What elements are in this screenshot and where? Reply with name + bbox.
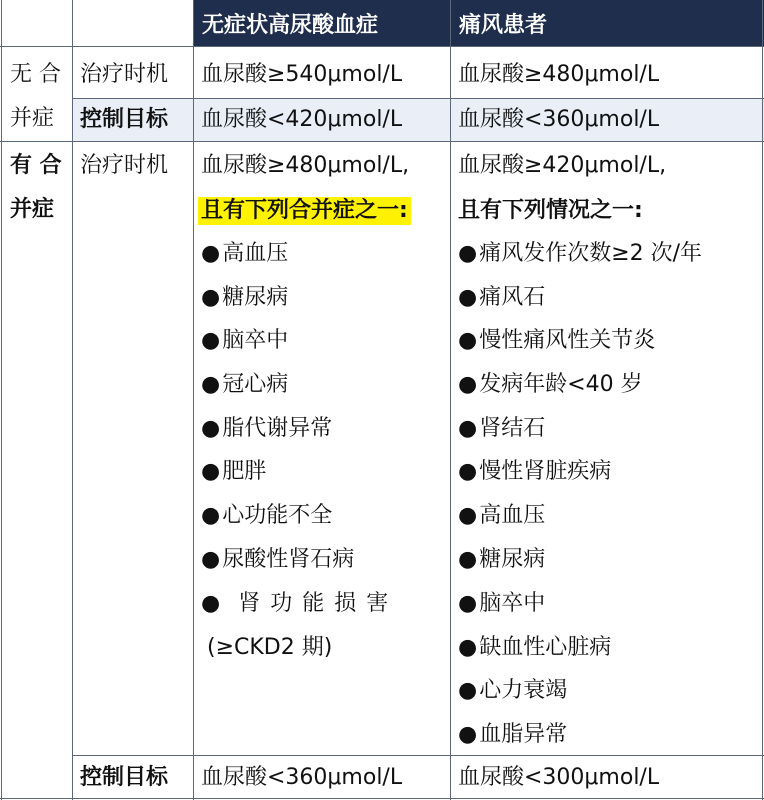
list-item: ●脑卒中 — [201, 328, 289, 353]
bullet-icon: ● — [458, 328, 478, 353]
list-item: ●痛风发作次数≥2 次/年 — [458, 241, 703, 266]
list-item: ●尿酸性肾石病 — [201, 547, 355, 572]
list-item: ●糖尿病 — [458, 547, 546, 572]
bullet-icon: ● — [458, 459, 478, 484]
grid-line — [72, 98, 764, 99]
list-item-continuation: (≥CKD2 期) — [207, 635, 333, 660]
list-item: ●脑卒中 — [458, 591, 546, 616]
bullet-icon: ● — [201, 547, 221, 572]
list-item: ●肾结石 — [458, 416, 546, 441]
header-asymptomatic-label: 无症状高尿酸血症 — [202, 12, 379, 38]
bullet-icon: ● — [201, 503, 221, 528]
header-corner-blank — [0, 0, 193, 46]
list-item: ●心功能不全 — [201, 503, 333, 528]
grid-line — [0, 141, 764, 142]
gout-treat-threshold: 血尿酸≥480μmol/L — [458, 62, 660, 87]
bullet-icon: ● — [458, 635, 478, 660]
asym-complication-threshold: 血尿酸≥480μmol/L, — [201, 153, 410, 178]
list-item: ●痛风石 — [458, 285, 546, 310]
grid-line — [72, 0, 73, 800]
highlighted-condition: 且有下列合并症之一: — [198, 197, 411, 225]
list-item: ●高血压 — [201, 241, 289, 266]
grid-line — [193, 0, 194, 800]
list-item: ●慢性肾脏疾病 — [458, 459, 612, 484]
bullet-icon: ● — [458, 547, 478, 572]
group-label-with-complication-2: 并症 — [10, 197, 55, 222]
bullet-icon: ● — [458, 503, 478, 528]
grid-line — [72, 755, 764, 756]
control-target-label: 控制目标 — [80, 107, 169, 132]
row-no-complication-target-bg — [72, 98, 764, 141]
bullet-icon: ● — [458, 285, 478, 310]
bullet-icon: ● — [201, 591, 221, 616]
group-label-with-complication-1: 有 合 — [10, 153, 62, 178]
bullet-icon: ● — [458, 416, 478, 441]
bullet-icon: ● — [458, 241, 478, 266]
asym-target-value: 血尿酸<420μmol/L — [201, 107, 403, 132]
gout-complication-threshold: 血尿酸≥420μmol/L, — [458, 153, 667, 178]
bullet-icon: ● — [201, 416, 221, 441]
asym-complication-condition — [198, 198, 411, 224]
asym-treat-threshold: 血尿酸≥540μmol/L — [201, 62, 403, 87]
treat-timing-label: 治疗时机 — [80, 62, 169, 87]
list-item: ●肥胖 — [201, 459, 267, 484]
group-label-no-complication-1: 无 合 — [10, 62, 61, 87]
bullet-icon: ● — [201, 241, 221, 266]
header-asymptomatic — [193, 0, 450, 46]
list-item: ●慢性痛风性关节炎 — [458, 328, 656, 353]
grid-line — [1, 0, 2, 800]
header-gout — [450, 0, 764, 46]
bullet-icon: ● — [201, 328, 221, 353]
list-item: ●心力衰竭 — [458, 678, 568, 703]
bullet-icon: ● — [458, 678, 478, 703]
bullet-icon: ● — [201, 285, 221, 310]
bullet-icon: ● — [458, 722, 478, 747]
bullet-icon: ● — [201, 459, 221, 484]
gout-target-value: 血尿酸<360μmol/L — [458, 107, 660, 132]
list-item: ● 肾功能损害 — [201, 591, 399, 616]
list-item: ●缺血性心脏病 — [458, 635, 612, 660]
header-gout-label: 痛风患者 — [459, 12, 548, 38]
grid-line — [450, 0, 451, 800]
bullet-icon: ● — [458, 591, 478, 616]
grid-line — [0, 798, 764, 799]
list-item: ●血脂异常 — [458, 722, 568, 747]
grid-line — [762, 0, 763, 800]
list-item: ●糖尿病 — [201, 285, 289, 310]
list-item: ●发病年龄<40 岁 — [458, 372, 643, 397]
grid-line — [0, 46, 764, 47]
gout-complication-condition: 且有下列情况之一: — [458, 198, 643, 223]
asym-complication-target: 血尿酸<360μmol/L — [201, 765, 403, 790]
group-label-no-complication-2: 并症 — [10, 106, 55, 131]
bullet-icon: ● — [201, 372, 221, 397]
gout-complication-target: 血尿酸<300μmol/L — [458, 765, 660, 790]
bullet-icon: ● — [458, 372, 478, 397]
treat-timing-label: 治疗时机 — [80, 153, 169, 178]
list-item: ●冠心病 — [201, 372, 289, 397]
control-target-label: 控制目标 — [80, 765, 169, 790]
list-item: ●高血压 — [458, 503, 546, 528]
list-item: ●脂代谢异常 — [201, 416, 333, 441]
